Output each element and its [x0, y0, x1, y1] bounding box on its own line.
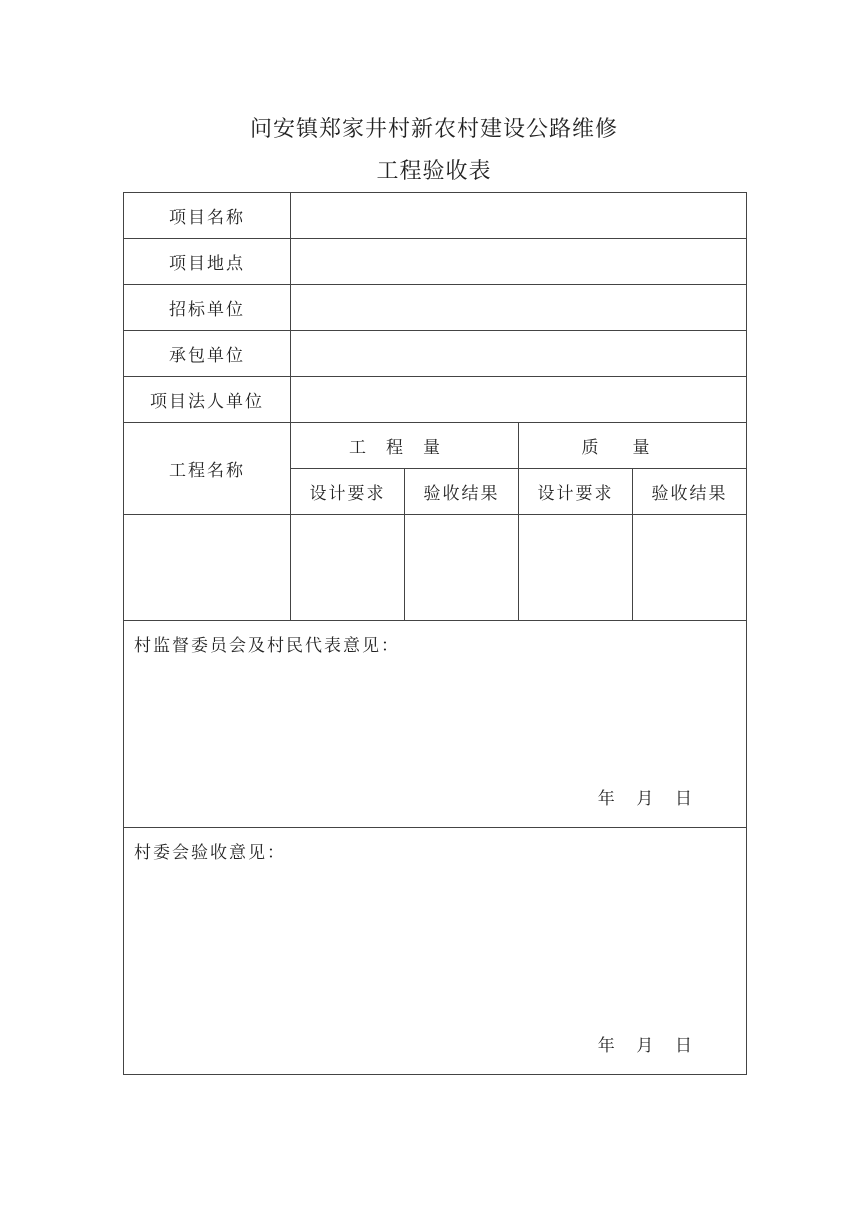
quantity-result-value[interactable]	[405, 515, 519, 621]
supervision-date: 年 月 日	[597, 789, 692, 809]
quality-design-requirement: 设计要求	[519, 469, 633, 515]
supervision-opinion-label: 村监督委员会及村民代表意见：	[134, 636, 400, 656]
project-name-label: 项目名称	[124, 193, 291, 239]
project-location-value[interactable]	[291, 239, 747, 285]
supervision-opinion-box[interactable]	[124, 621, 747, 828]
legal-unit-value[interactable]	[291, 377, 747, 423]
tender-unit-value[interactable]	[291, 285, 747, 331]
quantity-header: 工程量	[291, 423, 519, 469]
document-title-line1: 问安镇郑家井村新农村建设公路维修	[249, 117, 618, 142]
quality-design-value[interactable]	[519, 515, 633, 621]
committee-opinion-label: 村委会验收意见：	[134, 843, 286, 863]
project-location-label: 项目地点	[124, 239, 291, 285]
document-title-line2: 工程验收表	[376, 159, 492, 184]
contractor-unit-value[interactable]	[291, 331, 747, 377]
quality-acceptance-result: 验收结果	[633, 469, 747, 515]
legal-unit-label: 项目法人单位	[124, 377, 291, 423]
engineering-name-value[interactable]	[124, 515, 291, 621]
tender-unit-label: 招标单位	[124, 285, 291, 331]
quality-result-value[interactable]	[633, 515, 747, 621]
acceptance-form-table	[123, 192, 747, 1075]
committee-opinion-box[interactable]	[124, 828, 747, 1075]
contractor-unit-label: 承包单位	[124, 331, 291, 377]
quantity-acceptance-result: 验收结果	[405, 469, 519, 515]
quantity-design-value[interactable]	[291, 515, 405, 621]
quality-header: 质量	[519, 423, 747, 469]
quantity-design-requirement: 设计要求	[291, 469, 405, 515]
project-name-value[interactable]	[291, 193, 747, 239]
committee-date: 年 月 日	[597, 1036, 692, 1056]
engineering-name-label: 工程名称	[124, 423, 291, 515]
